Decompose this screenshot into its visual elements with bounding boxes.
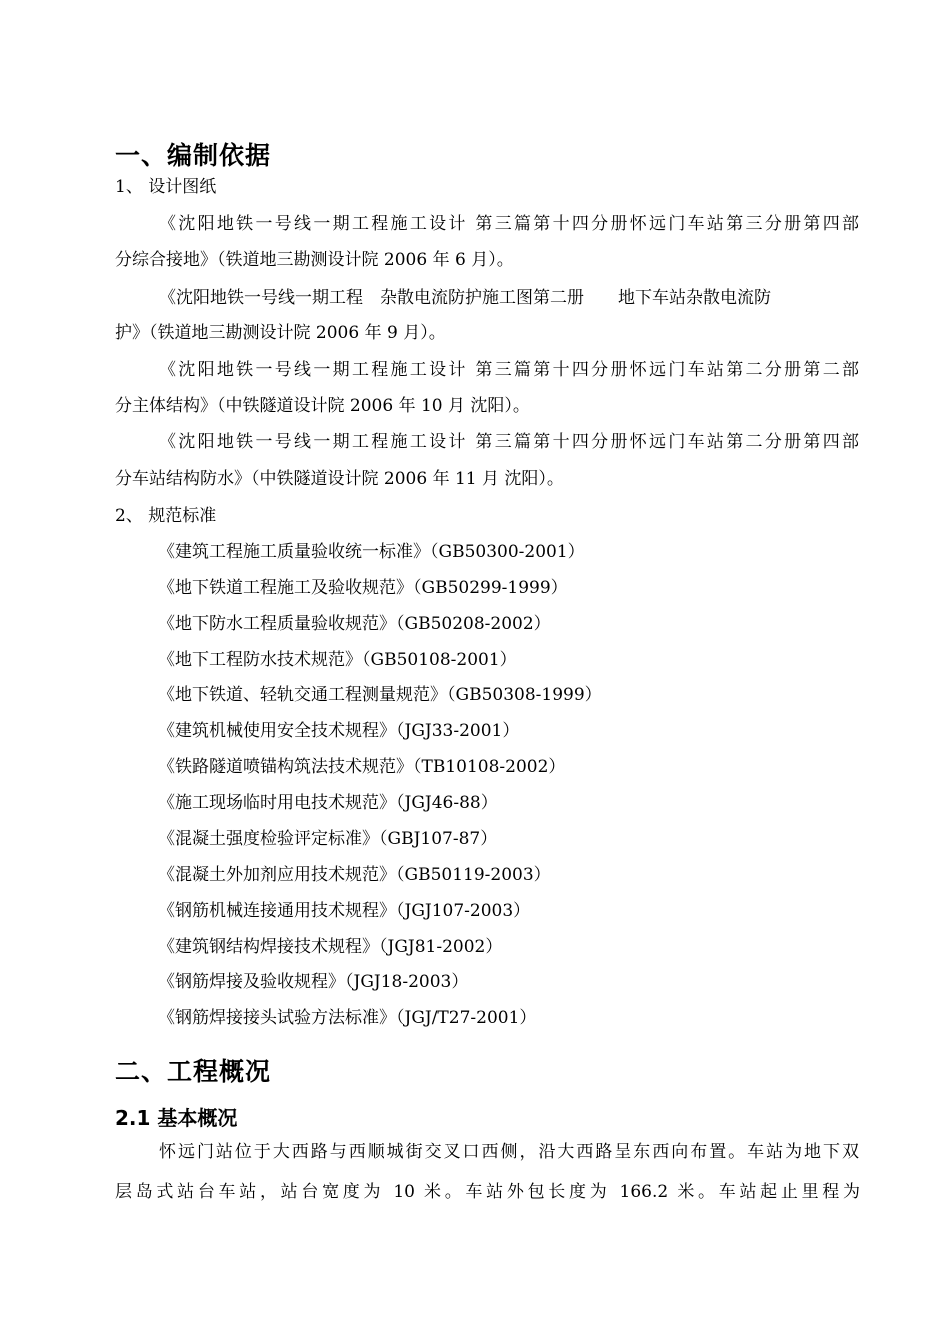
paragraph-line: 《沈阳地铁一号线一期工程 杂散电流防护施工图第二册 地下车站杂散电流防 [159, 288, 771, 308]
paragraph-line: 层岛式站台车站，站台宽度为 10 米。车站外包长度为 166.2 米。车站起止里程为 [115, 1182, 860, 1202]
subsection-title: 2.1 基本概况 [115, 1106, 238, 1130]
paragraph-line: 护》（铁道地三勘测设计院 2006 年 9 月）。 [115, 323, 446, 343]
standard-item: 《建筑工程施工质量验收统一标准》（GB50300-2001） [158, 542, 585, 562]
standard-item: 《地下铁道、轻轨交通工程测量规范》（GB50308-1999） [158, 685, 602, 705]
standard-item: 《混凝土外加剂应用技术规范》（GB50119-2003） [158, 865, 551, 885]
standard-item: 《地下工程防水技术规范》（GB50108-2001） [158, 650, 517, 670]
paragraph-line: 《沈阳地铁一号线一期工程施工设计 第三篇第十四分册怀远门车站第二分册第二部 [159, 360, 859, 380]
standard-item: 《铁路隧道喷锚构筑法技术规范》（TB10108-2002） [158, 757, 566, 777]
standard-item: 《地下铁道工程施工及验收规范》（GB50299-1999） [158, 578, 568, 598]
standard-item: 《钢筋焊接及验收规程》（JGJ18-2003） [158, 972, 469, 992]
section2-title: 二、工程概况 [115, 1057, 272, 1086]
paragraph-line: 《沈阳地铁一号线一期工程施工设计 第三篇第十四分册怀远门车站第二分册第四部 [159, 432, 859, 452]
section1-title: 一、编制依据 [115, 141, 272, 170]
paragraph-line: 《沈阳地铁一号线一期工程施工设计 第三篇第十四分册怀远门车站第三分册第四部 [159, 214, 859, 234]
paragraph-line: 怀远门站位于大西路与西顺城街交叉口西侧，沿大西路呈东西向布置。车站为地下双 [159, 1142, 859, 1162]
paragraph-line: 分主体结构》（中铁隧道设计院 2006 年 10 月 沈阳）。 [115, 396, 530, 416]
item2-heading: 2、 规范标准 [115, 506, 217, 526]
standard-item: 《混凝土强度检验评定标准》（GBJ107-87） [158, 829, 498, 849]
standard-item: 《钢筋机械连接通用技术规程》（JGJ107-2003） [158, 901, 531, 921]
standard-item: 《建筑机械使用安全技术规程》（JGJ33-2001） [158, 721, 520, 741]
item1-heading: 1、 设计图纸 [115, 177, 217, 197]
paragraph-line: 分综合接地》（铁道地三勘测设计院 2006 年 6 月）。 [115, 250, 514, 270]
standard-item: 《建筑钢结构焊接技术规程》（JGJ81-2002） [158, 937, 503, 957]
standard-item: 《施工现场临时用电技术规范》（JGJ46-88） [158, 793, 498, 813]
paragraph-line: 分车站结构防水》（中铁隧道设计院 2006 年 11 月 沈阳）。 [115, 469, 564, 489]
standard-item: 《钢筋焊接接头试验方法标准》（JGJ/T27-2001） [158, 1008, 537, 1028]
standard-item: 《地下防水工程质量验收规范》（GB50208-2002） [158, 614, 551, 634]
